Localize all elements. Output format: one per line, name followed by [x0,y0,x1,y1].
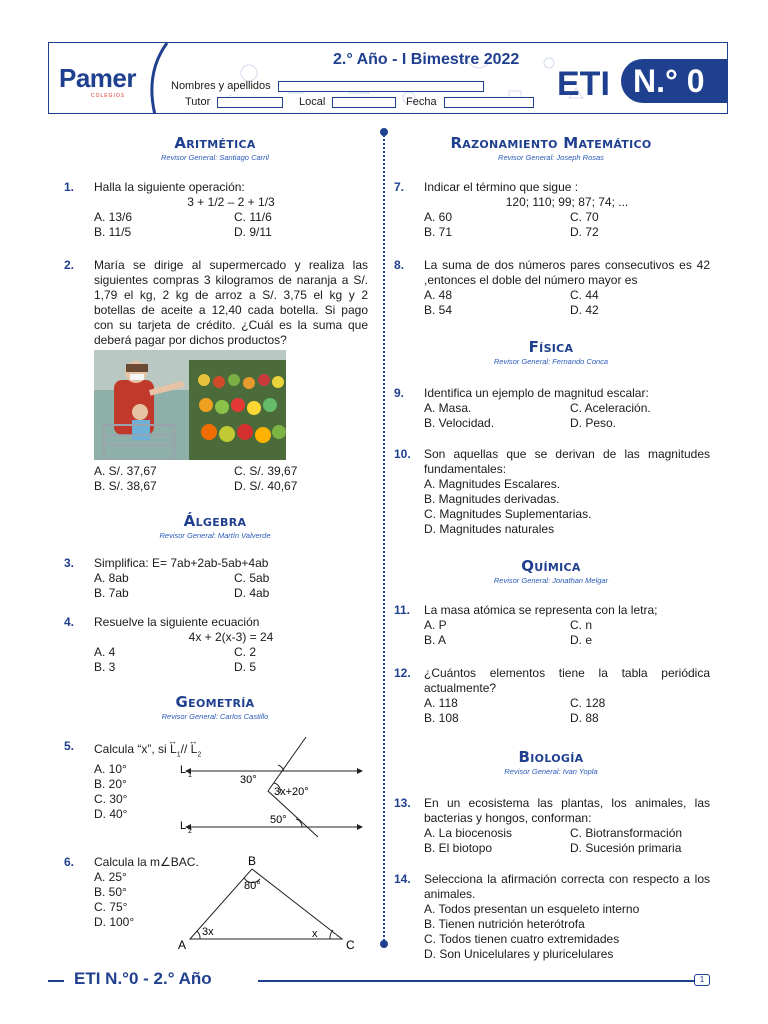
reviewer: Revisor General: Joseph Rosas [498,153,604,162]
question-text-part: Calcula “x”, si [94,742,171,756]
question-14 [392,872,710,962]
subject-algebra [62,512,368,540]
eti-badge [621,59,728,103]
subject-title: Biología [518,748,584,766]
question-9 [392,386,710,431]
fig-label: L [180,764,187,776]
subject-quimica [392,557,710,585]
subject-title: Geometría [175,693,255,711]
eti-number: N.° 0 [633,63,705,99]
reviewer: Revisor General: Fernando Conca [493,357,609,366]
question-number: 1. [64,180,75,194]
question-text: Identifica un ejemplo de magnitud escalar: [424,386,649,400]
option[interactable]: A. P [424,618,447,632]
question-expression: 120; 110; 99; 87; 74; ... [505,195,629,209]
option[interactable]: A. 25° [94,870,127,884]
question-number: 10. [394,447,411,461]
subject-title: Física [528,338,574,356]
local-field-row [299,96,396,108]
divider-dot-bottom [380,940,388,948]
option[interactable]: A. S/. 37,67 [94,464,157,478]
question-number: 7. [394,180,405,194]
question-number: 2. [64,258,75,272]
question-number: 8. [394,258,405,272]
options [424,826,710,856]
option[interactable]: C. 128 [570,696,606,710]
local-label: Local [299,96,326,108]
options [424,618,710,648]
reviewer: Revisor General: Santiago Carril [161,153,269,162]
question-3 [62,556,368,601]
tutor-input[interactable] [217,97,283,108]
l1-label: L [170,742,177,756]
divider-dot-top [380,128,388,136]
option[interactable]: C. 75° [94,900,128,914]
fig-label-sub: 1 [188,772,192,779]
name-input[interactable] [278,81,484,92]
question-text: Simplifica: E= 7ab+2ab-5ab+4ab [94,556,269,570]
l2-sub: 2 [197,751,202,759]
footer-rule [258,980,704,982]
option[interactable]: D. 9/11 [234,225,272,239]
option[interactable]: D. 42 [570,303,599,317]
options [424,696,710,726]
l2-label: L [190,742,198,756]
angle-label: x [312,928,318,940]
option[interactable]: D. 40° [94,807,128,822]
fig-label-sub: 2 [188,828,192,835]
options [94,571,368,601]
option[interactable]: C. 44 [570,288,599,302]
option[interactable]: C. 2 [234,645,257,659]
option[interactable]: C. Biotransformación [570,826,683,840]
question-text: ¿Cuántos elementos tiene la tabla periódica actualmente? [424,666,710,695]
options [424,288,710,318]
option[interactable]: D. 5 [234,660,257,674]
question-text: En un ecosistema las plantas, los animales, las bacterias y hongos, conforman: [424,796,710,825]
tutor-field-row [185,96,283,108]
fecha-field-row [406,96,534,108]
subject-title: Química [521,557,581,575]
angle-label: 3x [202,926,214,938]
l1-sub: 1 [176,751,181,759]
question-text: María se dirige al supermercado y realiza las siguientes compras 3 kilogramos de naranja a S/. 1,79 el kg, 2 kg de arroz a S/. 3,75 el kg y 2 botellas de aceite a 12,40 cada botella. Si pago con su tarjeta de crédito. ¿Cuál es la suma que deberá pagar por dichos productos? [94,258,368,347]
angle-label: 80° [244,880,261,892]
question-13 [392,796,710,856]
question-4 [62,615,368,675]
question-expression: 3 + 1/2 – 2 + 1/3 [187,195,275,209]
options [94,762,154,822]
subject-biologia [392,748,710,776]
question-text: Indicar el término que sigue : [424,180,579,194]
question-number: 13. [394,796,411,810]
option[interactable]: A. 4 [94,645,116,659]
option[interactable]: C. Todos tienen cuatro extremidades [424,932,620,946]
year-title: 2.° Año - I Bimestre 2022 [333,51,520,68]
angle-label: 50° [270,814,287,826]
option[interactable]: D. S/. 40,67 [234,479,298,493]
name-label: Nombres y apellidos [171,80,271,92]
eti-word: ETI [557,65,610,103]
fecha-label: Fecha [406,96,437,108]
logo-swoosh [141,43,171,114]
question-text: Resuelve la siguiente ecuación [94,615,260,629]
subject-title: Razonamiento Matemático [450,134,652,152]
page-footer [48,966,720,996]
name-field-row [171,80,484,92]
option[interactable]: B. 71 [424,225,453,239]
option[interactable]: C. 30° [94,792,128,807]
question-10 [392,447,710,537]
option[interactable]: A. Todos presentan un esqueleto interno [424,902,640,916]
option[interactable]: A. Magnitudes Escalares. [424,477,561,491]
option[interactable]: B. 20° [94,777,127,792]
question-number: 9. [394,386,405,400]
option[interactable]: B. S/. 38,67 [94,479,157,493]
options [94,464,368,494]
question-12 [392,666,710,726]
question-number: 14. [394,872,411,886]
subject-title: Aritmética [174,134,256,152]
question-5 [62,736,368,847]
vertex-label: B [248,855,257,868]
options [94,870,154,930]
option[interactable]: D. Sucesión primaria [570,841,682,855]
question-7 [392,180,710,240]
question-text: La suma de dos números pares consecutivos es 42 ,entonces el doble del número mayor es [424,258,710,287]
option[interactable]: A. 48 [424,288,453,302]
subject-title: Álgebra [183,512,247,530]
worksheet-header [48,42,728,114]
options [424,902,710,962]
option[interactable]: D. Son Unicelulares y pluricelulares [424,947,614,961]
option[interactable]: A. 118 [424,696,458,710]
option[interactable]: B. A [424,633,447,647]
footer-title: ETI N.°0 - 2.° Año [74,969,212,988]
option[interactable]: A. 10° [94,762,127,777]
option[interactable]: B. Magnitudes derivadas. [424,492,560,506]
question-number: 3. [64,556,75,570]
question-text: Calcula la m∠BAC. [94,855,199,869]
option[interactable]: C. Magnitudes Suplementarias. [424,507,592,521]
option[interactable]: D. 72 [570,225,599,239]
options [424,401,710,431]
right-column [392,130,710,962]
question-text: La masa atómica se representa con la letra; [424,603,658,617]
question-number: 4. [64,615,75,629]
arrow-icon: ↔ [188,736,198,746]
option[interactable]: D. Peso. [570,416,617,430]
option[interactable]: B. 7ab [94,586,129,600]
question-2 [62,258,368,494]
option[interactable]: A. La biocenosis [424,826,513,840]
vertex-label: A [178,938,187,952]
pamer-logo: Pamer COLEGIOS [59,63,136,99]
angle-label: 30° [240,774,257,786]
question-11 [392,603,710,648]
parallel-symbol: // [180,742,188,756]
subject-fisica [392,338,710,366]
options [424,477,710,537]
subject-razonamiento [392,134,710,162]
supermarket-photo [94,350,286,460]
question-number: 5. [64,739,75,753]
option[interactable]: A. Masa. [424,401,472,415]
option[interactable]: B. 3 [94,660,116,674]
parallel-lines-figure [170,733,370,843]
angle-label: 3x+20° [274,786,309,798]
subject-aritmetica [62,134,368,162]
tutor-label: Tutor [185,96,211,108]
reviewer: Revisor General: Jonathan Melgar [493,576,609,585]
options [94,645,368,675]
option[interactable]: A. 8ab [94,571,129,585]
question-6 [62,855,368,955]
option[interactable]: B. 108 [424,711,459,725]
fecha-input[interactable] [444,97,534,108]
option[interactable]: B. El biotopo [424,841,493,855]
option[interactable]: D. 100° [94,915,135,929]
page-number: 1 [694,974,710,986]
question-1 [62,180,368,240]
options [94,210,368,240]
option[interactable]: D. Magnitudes naturales [424,522,555,536]
option[interactable]: A. 60 [424,210,453,224]
local-input[interactable] [332,97,396,108]
column-divider [383,132,385,944]
options [424,210,710,240]
footer-rule [48,980,64,982]
triangle-figure [170,855,370,953]
option[interactable]: B. Velocidad. [424,416,495,430]
reviewer: Revisor General: Martín Valverde [159,531,271,540]
question-text: Son aquellas que se derivan de las magnitudes fundamentales: [424,447,710,476]
question-number: 12. [394,666,411,680]
option[interactable]: D. e [570,633,593,647]
question-text: Halla la siguiente operación: [94,180,245,194]
option[interactable]: B. 11/5 [94,225,132,239]
option[interactable]: C. n [570,618,593,632]
reviewer: Revisor General: Carlos Castillo [161,712,269,721]
subject-geometria [62,693,368,721]
option[interactable]: C. S/. 39,67 [234,464,298,478]
question-8 [392,258,710,318]
option[interactable]: B. 50° [94,885,127,899]
question-number: 6. [64,855,75,869]
option[interactable]: C. 70 [570,210,599,224]
reviewer: Revisor General: Ivan Yopla [504,767,598,776]
question-expression: 4x + 2(x-3) = 24 [188,630,274,644]
option[interactable]: D. 88 [570,711,599,725]
option[interactable]: B. Tienen nutrición heterótrofa [424,917,585,931]
option[interactable]: C. Aceleración. [570,401,651,415]
fig-label: L [180,820,187,832]
option[interactable]: D. 4ab [234,586,270,600]
arrow-icon: ↔ [168,736,178,746]
option[interactable]: C. 11/6 [234,210,272,224]
left-column [62,130,368,955]
question-number: 11. [394,603,411,617]
option[interactable]: A. 13/6 [94,210,133,224]
vertex-label: C [346,938,355,952]
question-text: Selecciona la afirmación correcta con respecto a los animales. [424,872,710,901]
option[interactable]: B. 54 [424,303,453,317]
option[interactable]: C. 5ab [234,571,270,585]
